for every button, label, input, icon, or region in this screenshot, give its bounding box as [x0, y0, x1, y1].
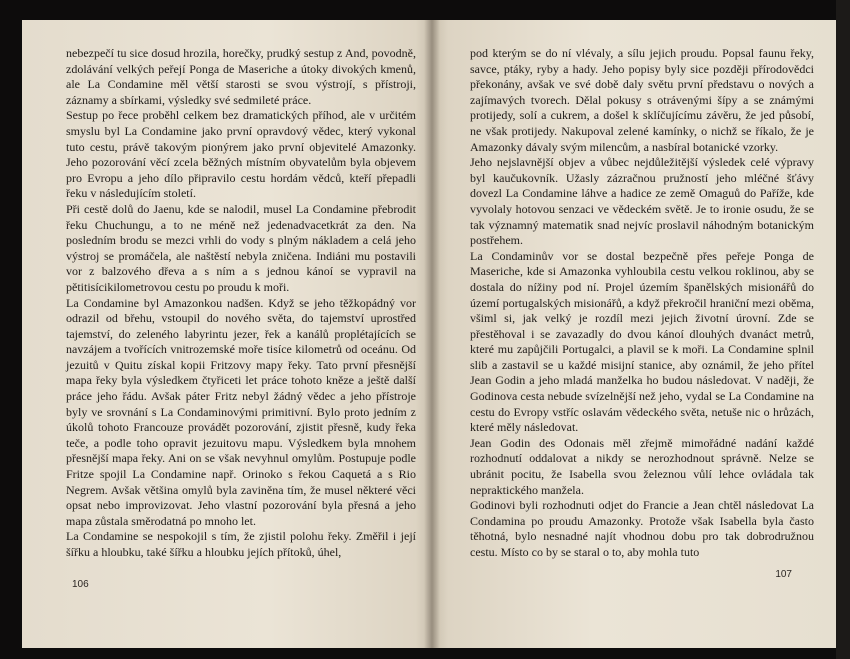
- paragraph: Jean Godin des Odonais měl zřejmě mimořádné nadání každé rozhodnutí oddalovat a nikdy se nerozhodnout správně. Nelze se ubránit pocitu, že Isabella svou železnou vůlí lehce ovládala tak nepraktického manžela.: [470, 435, 814, 497]
- paragraph: La Condaminův vor se dostal bezpečně přes peřeje Ponga de Maseriche, kde si Amazonka vyhloubila cestu velkou roklinou, aby se dostala do nížiny pod ní. Projel územím španělských misionářů do území portugalských misionářů, a když překročil hraniční mezi oběma, všiml si, jak velký je rozdíl mezi jejich životní úrovní. Zde se přestěhoval i se zavazadly do dvou kánoí dlouhých dvanáct metrů, které mu zapůjčili Portugalci, a plavil se k moři. La Condamine splnil slib a zastavil se u každé misijní stanice, aby oznámil, že jeho přítel Jean Godin a jeho mladá manželka ho budou následovat. V naději, že Godinova cesta nebude svízelnější než jeho, vydal se La Condamine na cestu do Evropy vstříc oslavám vědeckého světa, netuše nic o hrůzách, které měly následovat.: [470, 248, 814, 435]
- left-page: [22, 20, 432, 648]
- page-number-left: 106: [72, 579, 89, 590]
- paragraph: pod kterým se do ní vlévaly, a sílu jejich proudu. Popsal faunu řeky, savce, ptáky, ryby a hady. Jeho popisy byly sice později přírodovědci překonány, avšak ve své době daly světu první představu o nových a zajímavých tvorech. Dělal pokusy s otrávenými šípy a se známými protijedy, solí a cukrem, a došel k sklíčujícímu závěru, že jed působí, ne však protijedy. Nakupoval zelené kamínky, o nichž se říkalo, že je Amazonky dávaly svým milencům, a nasbíral botanické vzorky.: [470, 46, 814, 154]
- paragraph: nebezpečí tu sice dosud hrozila, horečky, prudký sestup z And, povodně, zdolávání velkých peřejí Ponga de Maseriche a útoky divokých kmenů, ale La Condamine měl větší starosti se svou výstrojí, s přístroji, záznamy a sbírkami, výsledky své sedmileté práce.: [66, 46, 416, 107]
- book-spine: [424, 20, 440, 648]
- left-page-text: [66, 46, 416, 561]
- paragraph: Sestup po řece proběhl celkem bez dramatických příhod, ale v určitém smyslu byl La Condamine jako první opravdový vědec, který vykonal tuto cestu, právě takovým pionýrem jako první objevitelé Amazonky. Jeho pozorování věcí zcela běžných místním obyvatelům byla objevem pro Evropu a jeho dílo připravilo cestu hordám vědců, kteří přepadli řeku v následujícím století.: [66, 108, 416, 201]
- paragraph: La Condamine byl Amazonkou nadšen. Když se jeho těžkopádný vor odrazil od břehu, vstoupil do nového světa, do tajemství uprostřed tajemství, do zeleného labyrintu jezer, řek a kanálů proplétajících se navzájem a tvořících vnitrozemské moře tisíce kilometrů od oceánu. Od jezuitů v Quitu získal kopii Fritzovy mapy řeky. Tato první přesnější mapa řeky byla výsledkem čtyřiceti let práce tohoto kněze a ještě další práce jeho řádu. Avšak páter Fritz nebyl žádný vědec a jeho přístroje byly ve srovnání s La Condaminovými primitivní. Bylo proto jedním z úkolů tohoto Francouze provádět pozorování, zjistit přesně, kudy řeka teče, a podle toho opravit jezuitovu mapu. Výsledkem byla mnohem přesnější mapa řeky. Ani on se však nevyhnul omylům. Postupuje podle Fritze spojil La Condamine např. Orinoko s řekou Caquetá a s Rio Negrem. Avšak většina omylů byla zaviněna tím, že musel některé věci opsat nebo improvizovat. Jeho vlastní pozorování byla přesná a jeho mapa zůstala směrodatná po mnoho let.: [66, 295, 416, 528]
- paragraph: Při cestě dolů do Jaenu, kde se nalodil, musel La Condamine přebrodit řeku Chuchungu, a to ne méně než jedenadvacetkrát za den. Na posledním brodu se mezci vrhli do vody s plným nákladem a celá jeho výstroj se promáčela, ale naštěstí nebyla zničena. Indiáni mu postavili vor z balzového dřeva a s ním a s jednou kánoí se vypravil na pětitisícikilometrovou cestu po proudu k moři.: [66, 201, 416, 294]
- background-edge: [836, 0, 850, 659]
- right-page: [432, 20, 836, 648]
- right-page-text: [470, 46, 814, 561]
- paragraph: La Condamine se nespokojil s tím, že zjistil polohu řeky. Změřil i její šířku a hloubku, také šířku a hloubku jejích přítoků, úhel,: [66, 529, 416, 559]
- paragraph: Godinovi byli rozhodnuti odjet do Francie a Jean chtěl následovat La Condamina po proudu Amazonky. Protože však Isabella byla často těhotná, bylo nesnadné najít vhodnou dobu pro tak dobrodružnou cestu. Místo co by se staral o to, aby mohla tuto: [470, 498, 814, 559]
- paragraph: Jeho nejslavnější objev a vůbec nejdůležitější výsledek celé výpravy byl kaučukovník. Užasly zázračnou pružností jeho mléčné šťávy dovezl La Condamine láhve a hadice ze země Omaguů do Paříže, kde vyvolaly hotovou senzaci ve vědeckém světě. Je to ironie osudu, že se tak významný matematik snad nejvíc proslavil náhodným botanickým postřehem.: [470, 155, 814, 248]
- page-number-right: 107: [775, 569, 792, 580]
